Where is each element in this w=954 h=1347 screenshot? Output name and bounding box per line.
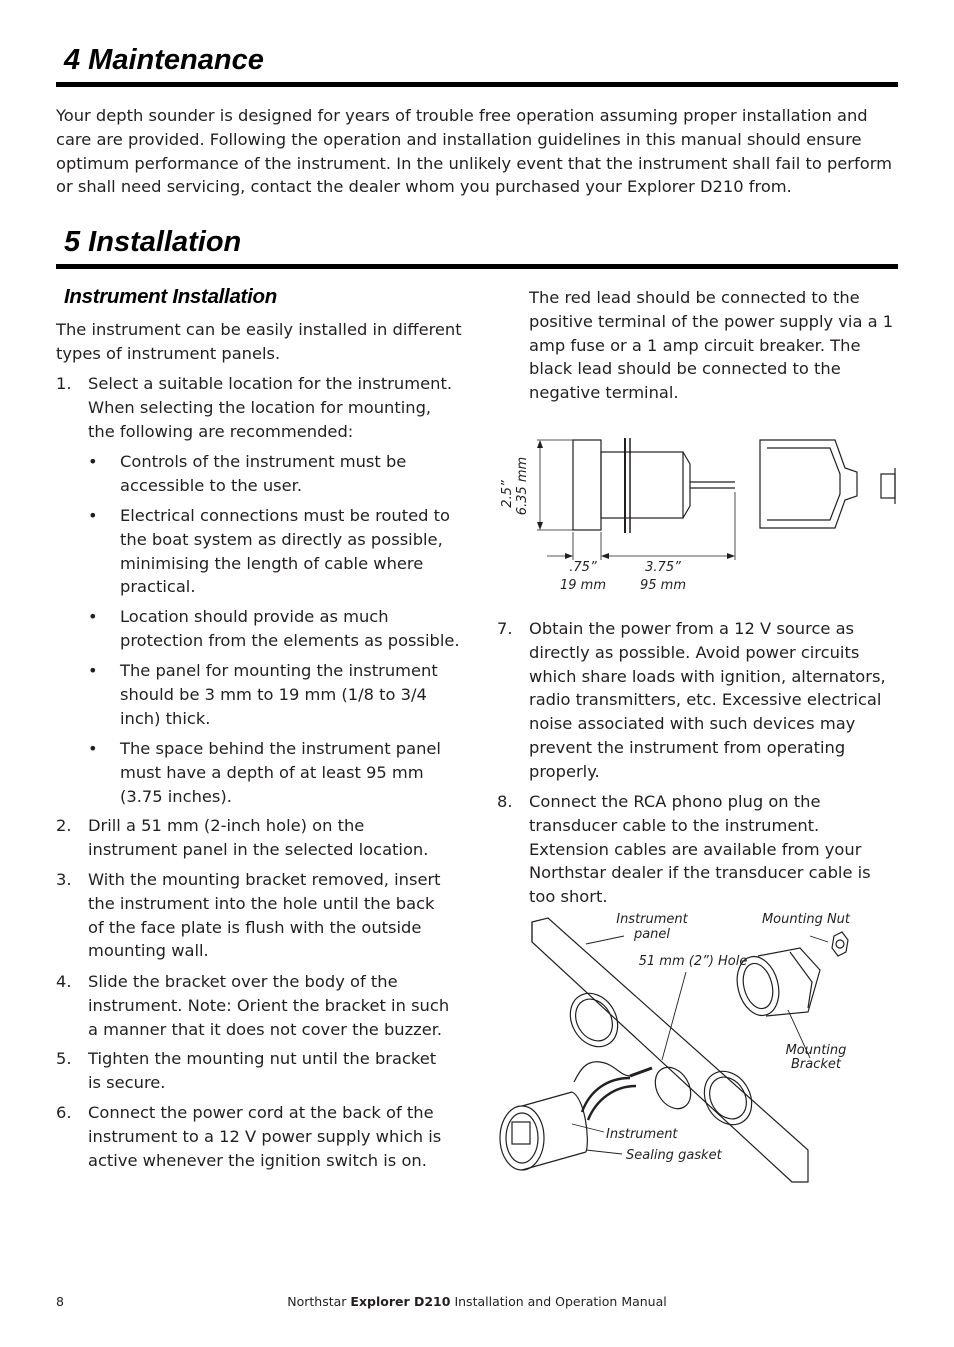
hole-label: 51 mm (2”) Hole — [638, 954, 748, 969]
mounting-bracket-label: Mounting — [785, 1043, 847, 1058]
installation-intro: The instrument can be easily installed in different types of instrument panels. — [56, 320, 462, 363]
step-text: With the mounting bracket removed, insert the instrument into the hole until the back of the face plate is flush with the outside mounting wall. — [88, 870, 441, 961]
bullet-text: Location should provide as much protection from the elements as possible. — [120, 607, 460, 650]
step-number: 8. — [497, 792, 513, 811]
depth2-in-label: 3.75” — [645, 560, 681, 575]
height-in-label: 2.5” — [500, 480, 515, 508]
step-text: Slide the bracket over the body of the instrument. Note: Orient the bracket in such a manner that it does not cover the buzzer. — [88, 972, 450, 1039]
bullet-marker: • — [88, 661, 98, 680]
instrument-installation-subheading: Instrument Installation — [64, 285, 277, 308]
step-number: 3. — [56, 870, 72, 889]
step-number: 1. — [56, 374, 72, 393]
panel-label: panel — [633, 927, 671, 942]
depth1-mm-label: 19 mm — [559, 578, 607, 593]
step-text: Drill a 51 mm (2-inch hole) on the instrument panel in the selected location. — [88, 816, 429, 859]
mounting-bracket-label: Bracket — [790, 1057, 842, 1072]
step-number: 6. — [56, 1103, 72, 1122]
bullet-text: Electrical connections must be routed to the boat system as directly as possible, minimising the length of cable where practical. — [120, 506, 450, 597]
footer-brand: Northstar — [287, 1294, 351, 1309]
dimension-diagram — [485, 428, 905, 598]
depth2-mm-label: 95 mm — [639, 578, 687, 593]
step-text: Connect the power cord at the back of the instrument to a 12 V power supply which is active whenever the ignition switch is on. — [88, 1103, 442, 1170]
bullet-text: The space behind the instrument panel must have a depth of at least 95 mm (3.75 inches). — [120, 739, 441, 806]
footer-product: Explorer D210 — [350, 1294, 451, 1309]
step-text: Obtain the power from a 12 V source as directly as possible. Avoid power circuits which share loads with ignition, alternators, radio transmitters, etc. Excessive electrical noise associated with such devices may prevent the instrument from operating properly. — [529, 619, 886, 781]
mounting-diagram — [490, 900, 900, 1190]
bullet-text: The panel for mounting the instrument should be 3 mm to 19 mm (1/8 to 3/4 inch) thick. — [120, 661, 438, 728]
bullet-text: Controls of the instrument must be accessible to the user. — [120, 452, 407, 495]
power-note: The red lead should be connected to the positive terminal of the power supply via a 1 amp fuse or a 1 amp circuit breaker. The black lead should be connected to the negative terminal. — [529, 288, 894, 403]
footer-manual-title: Installation and Operation Manual — [450, 1294, 667, 1309]
step-text: Tighten the mounting nut until the bracket is secure. — [88, 1049, 437, 1092]
step-text: Connect the RCA phono plug on the transducer cable to the instrument. Extension cables are available from your Northstar dealer if the transducer cable is too short. — [529, 792, 871, 907]
bullet-marker: • — [88, 607, 98, 626]
bullet-marker: • — [88, 506, 98, 525]
section-rule — [56, 82, 898, 87]
panel-label: Instrument — [616, 912, 688, 927]
height-mm-label: 6.35 mm — [515, 456, 530, 516]
step-text: Select a suitable location for the instrument. When selecting the location for mounting, the following are recommended: — [88, 374, 452, 441]
footer-title — [0, 1294, 954, 1309]
step-number: 2. — [56, 816, 72, 835]
installation-heading: 5 Installation — [64, 226, 242, 258]
instrument-label: Instrument — [606, 1127, 678, 1142]
bullet-marker: • — [88, 739, 98, 758]
page-number: 8 — [56, 1294, 64, 1309]
maintenance-body: Your depth sounder is designed for years of trouble free operation assuming proper installation and care are provided. Following the operation and installation guidelines in this manual should ensure optimum performance of the instrument. In the unlikely event that the instrument shall fail to perform or shall need servicing, contact the dealer whom you purchased your Explorer D210 from. — [56, 106, 892, 197]
step-number: 5. — [56, 1049, 72, 1068]
bullet-marker: • — [88, 452, 98, 471]
depth1-in-label: .75” — [569, 560, 597, 575]
maintenance-heading: 4 Maintenance — [64, 44, 264, 76]
section-rule — [56, 264, 898, 269]
mounting-nut-label: Mounting Nut — [761, 912, 851, 927]
sealing-gasket-label: Sealing gasket — [626, 1148, 722, 1163]
step-number: 4. — [56, 972, 72, 991]
step-number: 7. — [497, 619, 513, 638]
